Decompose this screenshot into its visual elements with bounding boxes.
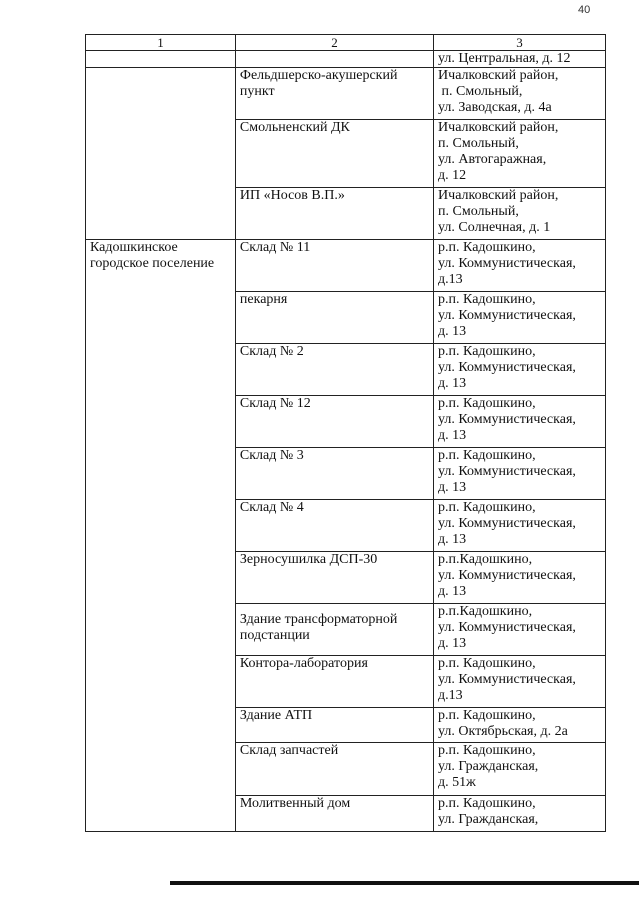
address-cell (434, 743, 606, 796)
address-cell (434, 796, 606, 832)
address-line: р.п. Кадошкино, (438, 344, 536, 359)
address-line: ул. Солнечная, д. 1 (438, 220, 551, 235)
address-cell (434, 604, 606, 656)
address-line: ул. Коммунистическая, (438, 672, 576, 687)
address-line: Ичалковский район, (438, 68, 559, 83)
object-cell: ИП «Носов В.П.» (235, 188, 433, 240)
object-cell: Склад № 3 (235, 448, 433, 500)
address-cell (434, 552, 606, 604)
header-col-3: 3 (434, 35, 606, 51)
address-line: д. 13 (438, 532, 467, 547)
address-cell (434, 448, 606, 500)
address-line: ул. Гражданская, (438, 812, 539, 827)
address-line: ул. Октябрьская, д. 2а (438, 724, 568, 739)
address-line: р.п. Кадошкино, (438, 796, 536, 811)
address-line: Ичалковский район, (438, 120, 559, 135)
address-line: ул. Центральная, д. 12 (438, 51, 571, 66)
address-line: д. 13 (438, 324, 467, 339)
object-cell: Здание трансформаторной подстанции (235, 604, 433, 656)
address-cell (434, 708, 606, 743)
address-line: д.13 (438, 272, 463, 287)
address-line: Ичалковский район, (438, 188, 559, 203)
object-cell: Молитвенный дом (235, 796, 433, 832)
address-cell (434, 240, 606, 292)
address-line: д. 13 (438, 376, 467, 391)
object-cell: Склад № 4 (235, 500, 433, 552)
address-line: п. Смольный, (438, 204, 519, 219)
address-line: р.п. Кадошкино, (438, 396, 536, 411)
address-line: р.п.Кадошкино, (438, 604, 533, 619)
address-line: ул. Коммунистическая, (438, 516, 576, 531)
object-cell: Смольненский ДК (235, 120, 433, 188)
address-cell (434, 500, 606, 552)
address-cell (434, 120, 606, 188)
settlement-cell-prev (86, 51, 236, 68)
address-line: д. 12 (438, 168, 467, 183)
address-line: п. Смольный, (438, 136, 519, 151)
address-line: р.п. Кадошкино, (438, 743, 536, 758)
address-cell (434, 656, 606, 708)
address-line: д. 13 (438, 636, 467, 651)
address-cell (434, 344, 606, 396)
address-line: ул. Заводская, д. 4а (438, 100, 552, 115)
object-cell: пекарня (235, 292, 433, 344)
object-cell: Склад № 12 (235, 396, 433, 448)
address-line: р.п. Кадошкино, (438, 500, 536, 515)
object-cell: Здание АТП (235, 708, 433, 743)
address-line: р.п. Кадошкино, (438, 240, 536, 255)
table-header-row (86, 35, 606, 51)
address-line: п. Смольный, (438, 84, 523, 99)
address-line: д. 13 (438, 480, 467, 495)
address-line: д.13 (438, 688, 463, 703)
table-row (86, 240, 606, 292)
address-line: р.п. Кадошкино, (438, 708, 536, 723)
address-line: ул. Гражданская, (438, 759, 539, 774)
address-line: р.п. Кадошкино, (438, 448, 536, 463)
settlement-name-cell: Кадошкинское городское поселение (86, 240, 236, 832)
address-line: ул. Коммунистическая, (438, 308, 576, 323)
address-line: р.п. Кадошкино, (438, 292, 536, 307)
object-cell (235, 51, 433, 68)
object-cell: Контора-лаборатория (235, 656, 433, 708)
object-cell: Фельдшерско-акушерский пункт (235, 68, 433, 120)
address-cell (434, 292, 606, 344)
address-line: ул. Коммунистическая, (438, 620, 576, 635)
address-cell (434, 68, 606, 120)
address-line: ул. Коммунистическая, (438, 412, 576, 427)
page-number: 40 (578, 4, 591, 16)
address-line: д. 51ж (438, 775, 476, 790)
header-col-2: 2 (235, 35, 433, 51)
address-line: р.п. Кадошкино, (438, 656, 536, 671)
address-line: ул. Автогаражная, (438, 152, 547, 167)
address-line: д. 13 (438, 428, 467, 443)
address-line: р.п.Кадошкино, (438, 552, 533, 567)
object-cell: Склад запчастей (235, 743, 433, 796)
object-cell: Склад № 2 (235, 344, 433, 396)
object-cell: Склад № 11 (235, 240, 433, 292)
bottom-rule (170, 881, 639, 885)
objects-table (85, 34, 606, 832)
address-line: ул. Коммунистическая, (438, 568, 576, 583)
address-cell (434, 396, 606, 448)
table-row (86, 68, 606, 120)
address-cell (434, 188, 606, 240)
address-line: ул. Коммунистическая, (438, 256, 576, 271)
header-col-1: 1 (86, 35, 236, 51)
settlement-cell-prev (86, 68, 236, 240)
address-cell (434, 51, 606, 68)
object-cell: Зерносушилка ДСП-30 (235, 552, 433, 604)
table-row-continued (86, 51, 606, 68)
address-line: д. 13 (438, 584, 467, 599)
address-line: ул. Коммунистическая, (438, 360, 576, 375)
address-line: ул. Коммунистическая, (438, 464, 576, 479)
